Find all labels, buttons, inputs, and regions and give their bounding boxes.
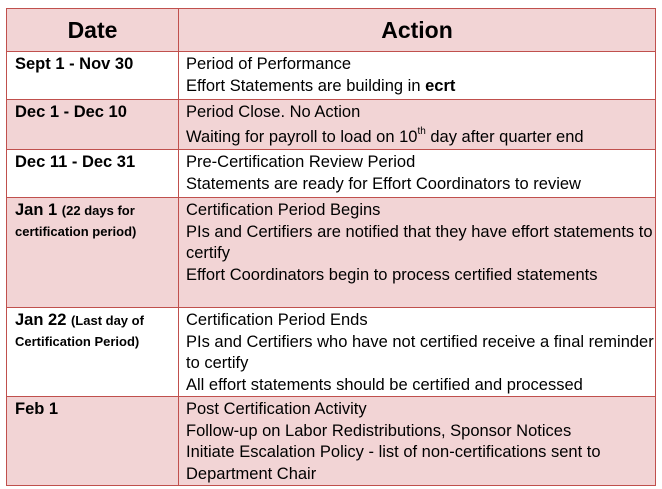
action-line: Certification Period Begins <box>186 201 381 219</box>
date-text: Sept 1 - Nov 30 <box>15 55 134 73</box>
date-cell <box>7 308 179 397</box>
date-cell <box>7 150 179 198</box>
date-text: Dec 1 - Dec 10 <box>15 103 127 121</box>
date-text: Jan 1 <box>15 201 58 219</box>
table-row <box>7 52 656 100</box>
ordinal-suffix: th <box>417 125 426 137</box>
date-cell <box>7 198 179 308</box>
action-cell <box>179 397 656 486</box>
date-cell <box>7 52 179 100</box>
table-row <box>7 397 656 486</box>
date-text: Feb 1 <box>15 400 59 418</box>
action-cell <box>179 308 656 397</box>
action-line <box>186 127 655 149</box>
action-line: Period of Performance <box>186 55 352 73</box>
table-row <box>7 150 656 198</box>
action-line: Effort Coordinators begin to process certified statements <box>186 265 598 284</box>
action-cell <box>179 100 656 150</box>
date-note: (Last day of Certification Period) <box>15 313 144 349</box>
certification-timeline-table <box>6 8 656 486</box>
action-line: Period Close. No Action <box>186 103 361 121</box>
action-text: day after quarter end <box>425 127 584 146</box>
action-text: Effort Statements are building in <box>186 76 426 95</box>
action-line: Statements are ready for Effort Coordinators to review <box>186 174 581 193</box>
date-column-header: Date <box>7 9 179 52</box>
date-cell <box>7 100 179 150</box>
action-cell <box>179 150 656 198</box>
date-note: (22 days for certification period) <box>15 203 137 239</box>
date-text: Dec 11 - Dec 31 <box>15 153 136 171</box>
date-text: Jan 22 <box>15 311 67 329</box>
action-line <box>186 76 655 98</box>
action-line: PIs and Certifiers who have not certified receive a final reminder to certify <box>186 332 654 372</box>
action-cell <box>179 198 656 308</box>
date-cell <box>7 397 179 486</box>
action-line: Pre-Certification Review Period <box>186 153 416 171</box>
action-line: All effort statements should be certified and processed <box>186 375 583 394</box>
action-line: Initiate Escalation Policy - list of non-certifications sent to Department Chair <box>186 443 601 483</box>
header-row <box>7 9 656 52</box>
action-line: Certification Period Ends <box>186 311 368 329</box>
table-row <box>7 198 656 308</box>
action-cell <box>179 52 656 100</box>
action-text: Waiting for payroll to load on 10 <box>186 127 418 146</box>
table-row <box>7 100 656 150</box>
action-line: Post Certification Activity <box>186 400 367 418</box>
action-line: PIs and Certifiers are notified that they have effort statements to certify <box>186 222 653 262</box>
action-column-header: Action <box>179 9 656 52</box>
table-row <box>7 308 656 397</box>
action-line: Follow-up on Labor Redistributions, Sponsor Notices <box>186 421 572 440</box>
system-name: ecrt <box>425 76 456 95</box>
